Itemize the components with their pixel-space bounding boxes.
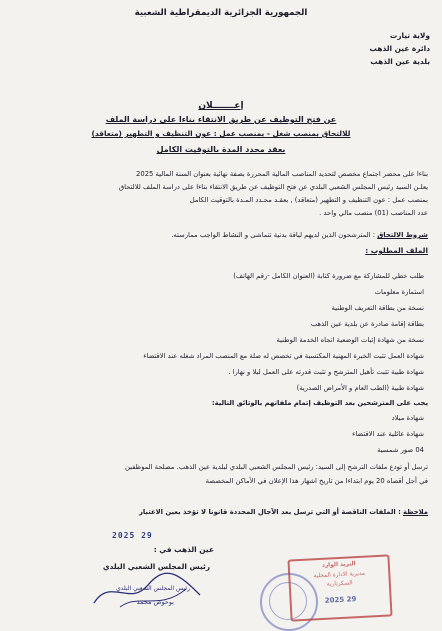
list-item: شهادة طبية (الطب العام و الأمراض الصدرية) bbox=[296, 384, 424, 392]
signature-place: عين الذهب في : bbox=[153, 545, 214, 554]
conditions-line bbox=[171, 231, 428, 239]
signature-name: بوحوص محمد bbox=[136, 598, 174, 606]
submission-line-2: في أجل أقصاه 20 يوم ابتداءا من تاريخ اشهار هذا الإعلان في الأماكن المخصصة bbox=[205, 477, 428, 485]
list-item: شهادة طبية تثبت تأهيل المترشح و تثبت قدرته على العمل ليلا و نهارا . bbox=[228, 368, 424, 376]
list-item: شهادة عائلية عند الاقتضاء bbox=[352, 430, 424, 438]
note-text: : الملفات الناقصة أو التي ترسل بعد الآجال المحددة قانونا لا تؤخذ بعين الاعتبار bbox=[138, 508, 401, 516]
signature-stamp-title: رئيس المجلس الشعبي البلدي bbox=[116, 585, 190, 592]
body-paragraph-line-1: بناءا على محضر اجتماع مخصص لتحديد المناصب المالية المحررة بصفة نهائية بعنوان السنة المالية 2025 bbox=[136, 170, 428, 178]
notice-subtitle-3: بعقد محدد المدة بالتوقيت الكامل bbox=[156, 145, 286, 154]
list-item: استمارة معلومات bbox=[374, 288, 424, 296]
body-paragraph-line-2: يعلـن السيد رئيس المجلس الشعبي البلدي عن فتح التوظيف عن طريق الانتقاء بناءا على دراسة الملف للالتحاق bbox=[118, 183, 428, 191]
republic-header: الجمهورية الجزائرية الديمقراطية الشعبية bbox=[134, 8, 308, 18]
list-item: شهادة العمل تثبت الخبرة المهنية المكتسبة في تخصص له صلة مع المنصب المراد شغله عند الاقتضاء bbox=[143, 352, 424, 360]
notice-subtitle-1: عن فتح التوظيف عن طريق الانتقاء بناءا على دراسة الملف bbox=[105, 115, 337, 124]
signature-title: رئيس المجلس الشعبي البلدي bbox=[102, 562, 210, 571]
conditions-label: شروط الالتحاق bbox=[377, 231, 428, 239]
list-item: طلب خطي للمشاركة مع ضرورة كتابة (العنوان الكامل -رقم الهاتف) bbox=[233, 272, 424, 280]
commune-label: بلدية عين الذهب bbox=[370, 57, 430, 66]
after-hiring-label: يجب على المترشحين بعد التوظيف إتمام ملفاتهم بالوثائق التالية: bbox=[211, 399, 428, 407]
stamp-line-1: البريد الوارد bbox=[321, 561, 356, 569]
notice-title: إعـــــــلان bbox=[198, 101, 244, 111]
note-label: ملاحظة bbox=[402, 508, 428, 516]
list-item: نسخة من بطاقة التعريف الوطنية bbox=[331, 304, 424, 312]
stamp-date: 2025 29 bbox=[324, 595, 357, 605]
list-item: نسخة من شهادة إثبات الوضعية اتجاه الخدمة الوطنية bbox=[276, 336, 424, 344]
list-item: شهادة ميلاد bbox=[391, 414, 424, 422]
list-item: بطاقة إقامة صادرة عن بلدية عين الذهب bbox=[310, 320, 424, 328]
notice-subtitle-2: للالتحاق بمنصب شغل - بمنصب عمل : عون التنظيف و التطهير (متعاقد) bbox=[91, 129, 351, 138]
daira-label: دائرة عين الذهب bbox=[369, 44, 430, 53]
handwritten-signature bbox=[90, 567, 210, 613]
posts-count: عدد المناصب (01) منصب مالي واحد . bbox=[319, 209, 428, 217]
date-stamp: 2025 29 bbox=[112, 531, 153, 540]
stamp-line-3: السكرتارية bbox=[326, 580, 353, 588]
conditions-text: : المترشحون الذين لديهم لياقة بدنية تتماشى و النشاط الواجب ممارسته. bbox=[171, 231, 376, 239]
body-paragraph-line-3: بمنصب عمل : عون التنظيف و التطهير (متعاقد) , بعقـد محـدد المـدة بالتوقيت الكامل bbox=[189, 196, 428, 204]
required-file-label: الملف المطلوب : bbox=[365, 246, 428, 255]
list-item: 04 صور شمسية bbox=[377, 446, 424, 454]
note-line bbox=[139, 508, 428, 516]
stamp-line-2: مديرية الادارة المحلية bbox=[313, 570, 366, 580]
submission-line-1: ترسل أو تودع ملفات الترشح إلى السيد: رئيس المجلس الشعبي البلدي لبلدية عين الذهب. مصلحة الموظفين bbox=[125, 463, 428, 471]
incoming-mail-stamp bbox=[287, 554, 392, 621]
wilaya-label: ولاية تيارت bbox=[389, 31, 430, 40]
